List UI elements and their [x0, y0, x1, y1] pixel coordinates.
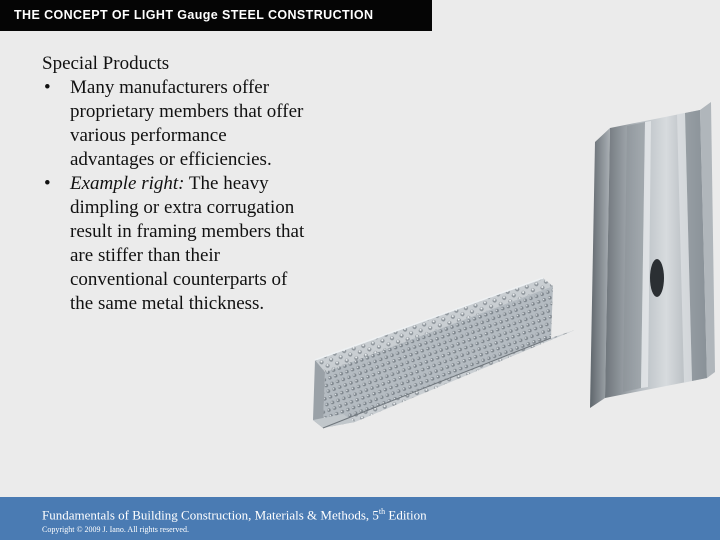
bullet-icon: •	[44, 173, 51, 194]
bullet-item-2	[42, 172, 312, 316]
footer-edition: Edition	[385, 507, 427, 523]
footer-superscript: th	[378, 507, 386, 516]
bullet-icon: •	[44, 77, 51, 98]
bullet-item-1	[42, 76, 312, 172]
slide-title: THE CONCEPT OF LIGHT Gauge STEEL CONSTRUCTION	[0, 0, 432, 31]
footer-book-title: Fundamentals of Building Construction, Materials & Methods, 5	[42, 507, 379, 523]
slide-content	[42, 52, 312, 316]
bullet-text-1: Many manufacturers offer proprietary members that offer various performance advantages or efficiencies.	[70, 77, 304, 170]
dimpled-stud-photo	[590, 102, 715, 408]
bullet-list	[42, 76, 312, 316]
footer-copyright: Copyright © 2009 J. Iano. All rights reserved.	[42, 525, 189, 534]
slide-heading: Special Products	[42, 53, 170, 74]
bullet-emphasis: Example right:	[70, 173, 185, 194]
footer-citation	[42, 507, 427, 523]
footer-bar	[0, 497, 720, 540]
corrugated-channel-photo	[313, 278, 575, 428]
bullet-text-2: The heavy dimpling or extra corrugation result in framing members that are stiffer than their conventional counterparts of the same metal thickness.	[70, 173, 305, 314]
product-images	[305, 90, 720, 470]
